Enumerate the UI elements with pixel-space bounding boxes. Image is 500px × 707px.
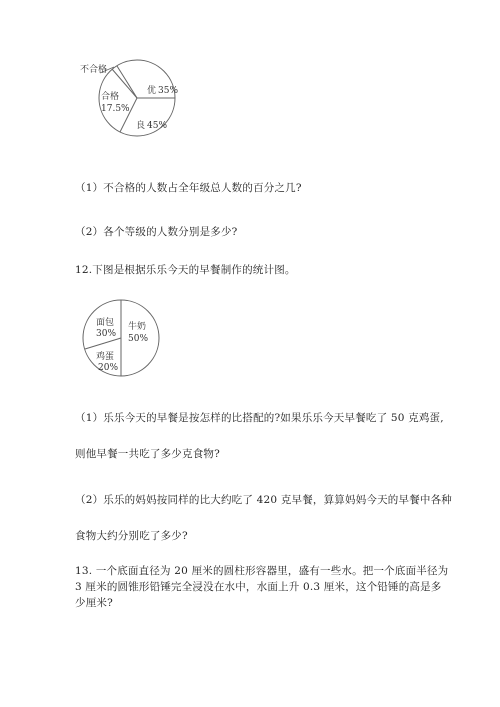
pie2-value-milk: 50% — [128, 334, 149, 344]
pie1-value-you: 35% — [158, 86, 179, 96]
question-12-1-line2: 则他早餐一共吃了多少克食物? — [75, 448, 220, 460]
pie1-divider-small — [117, 66, 137, 98]
question-12-2-line1: （2）乐乐的妈妈按同样的比大约吃了 420 克早餐，算算妈妈今天的早餐中各种 — [75, 494, 452, 506]
question-11-1: （1）不合格的人数占全年级总人数的百分之几? — [75, 182, 302, 194]
question-12-2-line2: 食物大约分别吃了多少? — [75, 530, 188, 542]
question-13-line1: 13. 一个底面直径为 20 厘米的圆柱形容器里，盛有一些水。把一个底面半径为 — [75, 565, 449, 577]
breakfast-pie-chart — [82, 297, 162, 381]
question-11-2: （2）各个等级的人数分别是多少? — [75, 226, 238, 238]
question-12-title: 12.下图是根据乐乐今天的早餐制作的统计图。 — [75, 264, 296, 276]
pie1-label-you: 优 — [147, 86, 157, 96]
pie2-divider-left — [85, 338, 121, 349]
question-13-line3: 少厘米? — [75, 597, 113, 609]
pie2-label-milk: 牛奶 — [128, 322, 147, 332]
question-12-1-line1: （1）乐乐今天的早餐是按怎样的比搭配的?如果乐乐今天早餐吃了 50 克鸡蛋, — [75, 412, 444, 424]
pie1-outside-label: 不合格 — [80, 65, 108, 75]
pie2-value-bread: 30% — [96, 329, 117, 339]
pie1-value-liang: 45% — [147, 121, 168, 131]
pie1-label-liang: 良 — [136, 121, 146, 131]
grade-pie-chart — [60, 55, 190, 145]
question-13-line2: 3 厘米的圆锥形铅锤完全浸没在水中，水面上升 0.3 厘米，这个铅锤的高是多 — [75, 581, 442, 593]
pie2-label-egg: 鸡蛋 — [96, 352, 115, 362]
pie2-value-egg: 20% — [98, 363, 119, 373]
pie1-label-hege: 合格 — [101, 92, 120, 102]
pie2-label-bread: 面包 — [96, 318, 115, 328]
pie1-value-hege: 17.5% — [101, 104, 130, 114]
